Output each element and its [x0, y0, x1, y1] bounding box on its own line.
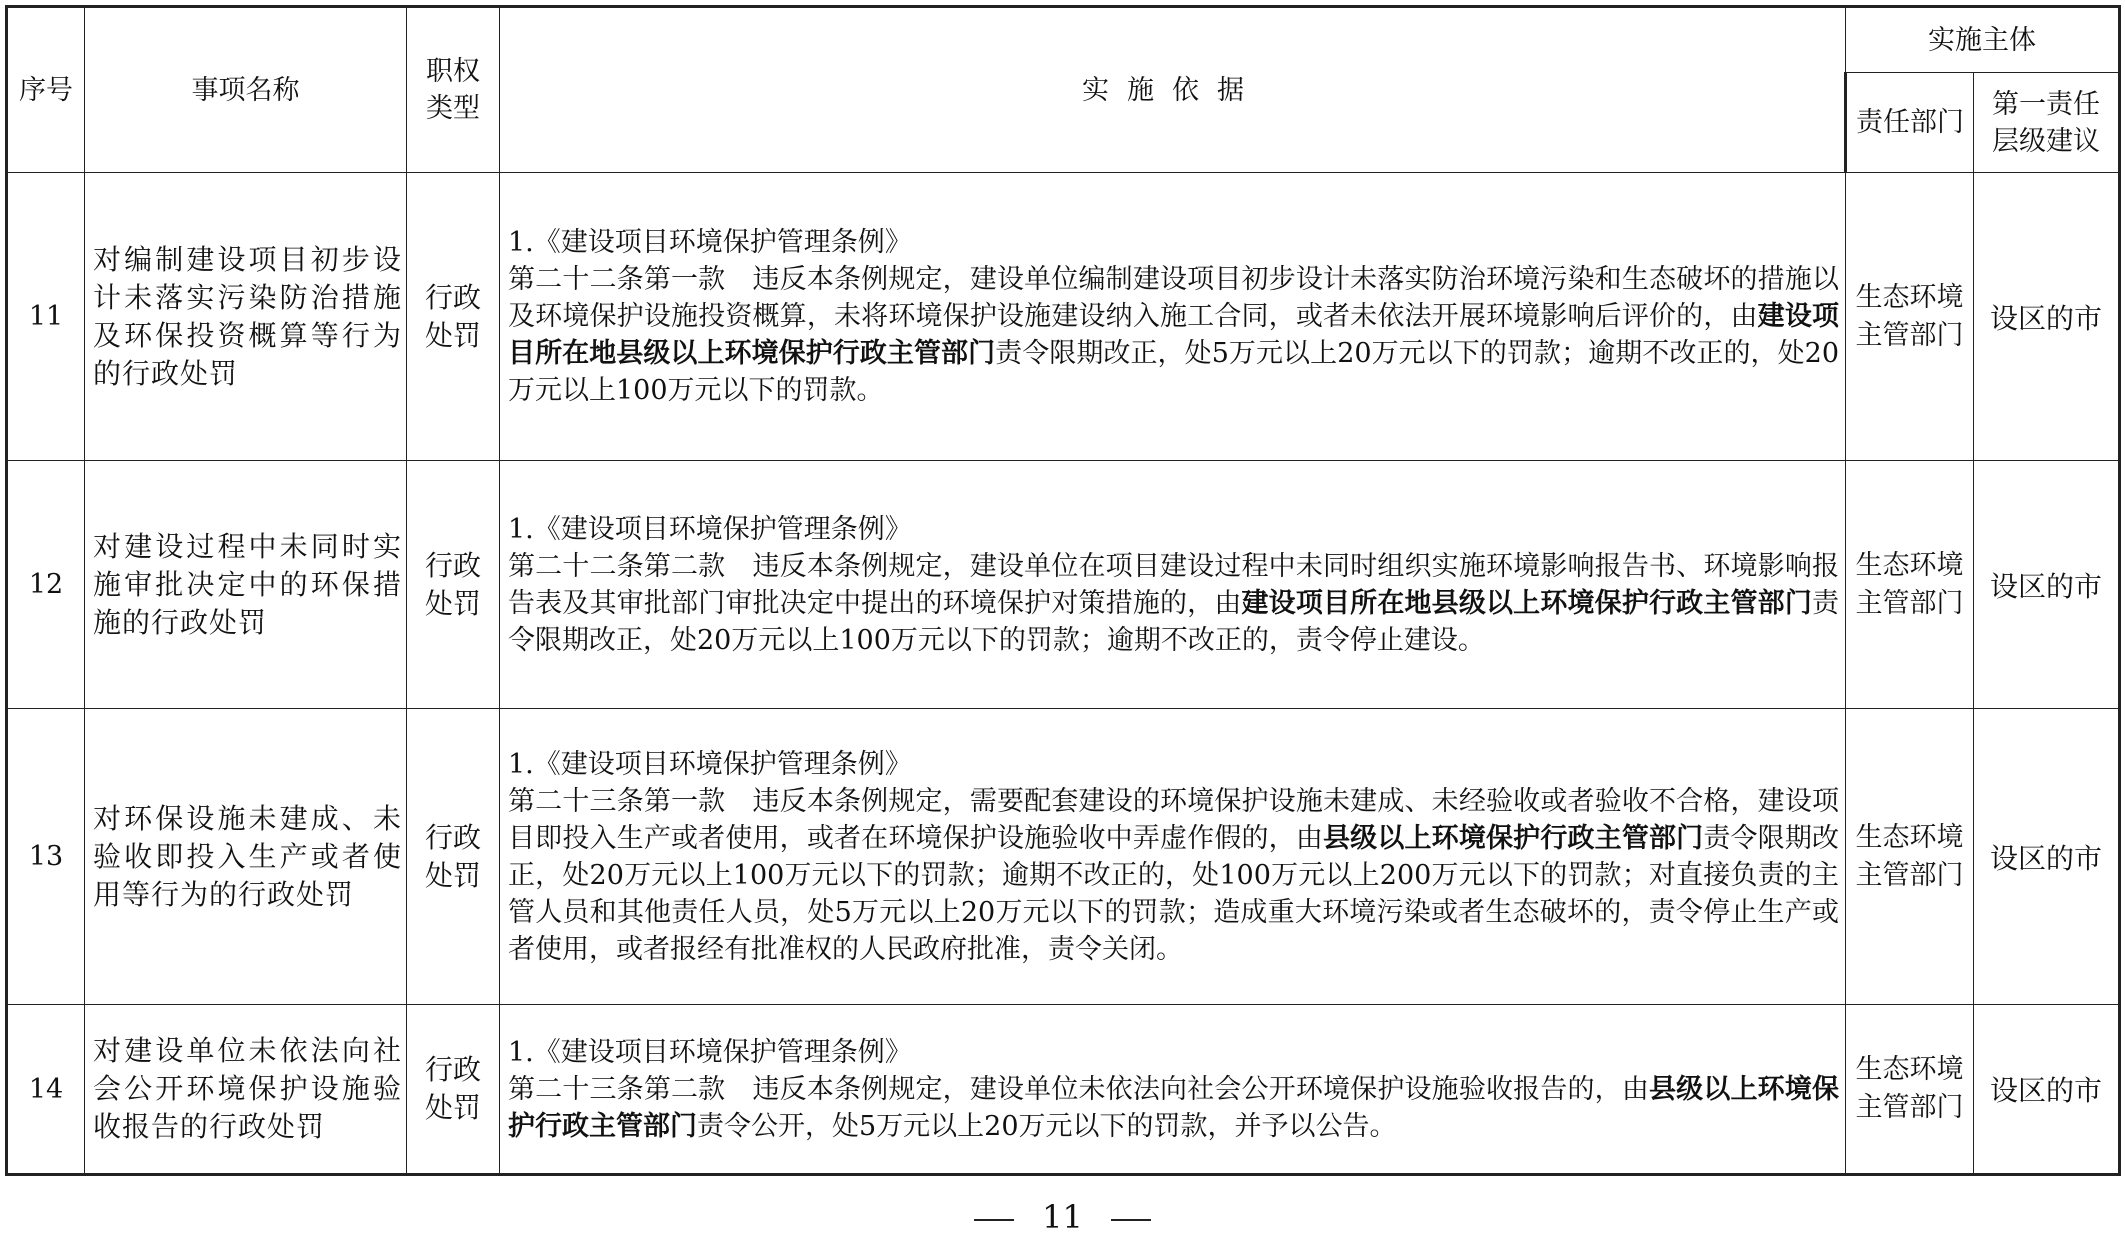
row-index: 14	[7, 1005, 85, 1175]
row-type: 行政 处罚	[407, 709, 500, 1005]
page-number	[0, 1198, 2125, 1236]
table-row	[7, 173, 2120, 461]
row-dept: 生态环境 主管部门	[1846, 173, 1974, 461]
header-level: 第一责任 层级建议	[1974, 73, 2120, 173]
basis-text: 第二十二条第一款 违反本条例规定，建设单位编制建设项目初步设计未落实防治环境污染和生态破坏的措施以及环境保护设施投资概算，未将环境保护设施建设纳入施工合同，或者未依法开展环境影响后评价的，由	[508, 264, 1839, 332]
basis-title: 1.《建设项目环境保护管理条例》	[508, 227, 912, 258]
basis-title: 1.《建设项目环境保护管理条例》	[508, 513, 912, 545]
row-level: 设区的市	[1974, 1005, 2120, 1175]
row-basis	[500, 709, 1846, 1005]
row-dept: 生态环境 主管部门	[1846, 1005, 1974, 1175]
table-row	[7, 1005, 2120, 1175]
row-name: 对建设过程中未同时实施审批决定中的环保措施的行政处罚	[85, 461, 407, 709]
basis-authority: 县级以上环境保护行政主管部门	[1323, 822, 1704, 854]
header-index: 序号	[7, 7, 85, 173]
row-type: 行政 处罚	[407, 461, 500, 709]
row-type: 行政 处罚	[407, 1005, 500, 1175]
basis-penalty: 责令公开，处5万元以上20万元以下的罚款，并予以公告。	[697, 1110, 1397, 1142]
header-name: 事项名称	[85, 7, 407, 173]
header-basis: 实施依据	[500, 7, 1846, 173]
dash-right	[1111, 1219, 1151, 1221]
row-level: 设区的市	[1974, 173, 2120, 461]
matters-table	[5, 5, 2121, 1176]
basis-penalty: 责令限期改正，处5万元以上20万元以下的罚款；逾期不改正的，处20万元以上100万元以下的罚款。	[508, 338, 1840, 406]
row-index: 12	[7, 461, 85, 709]
row-name: 对建设单位未依法向社会公开环境保护设施验收报告的行政处罚	[85, 1005, 407, 1175]
row-dept: 生态环境 主管部门	[1846, 709, 1974, 1005]
basis-authority: 县级以上环境保护行政主管部门	[508, 1073, 1840, 1142]
row-type: 行政 处罚	[407, 173, 500, 461]
row-name: 对编制建设项目初步设计未落实污染防治措施及环保投资概算等行为的行政处罚	[85, 173, 407, 461]
row-level: 设区的市	[1974, 461, 2120, 709]
row-index: 11	[7, 173, 85, 461]
basis-authority: 建设项目所在地县级以上环境保护行政主管部门	[508, 301, 1840, 369]
row-basis	[500, 1005, 1846, 1175]
row-index: 13	[7, 709, 85, 1005]
basis-authority: 建设项目所在地县级以上环境保护行政主管部门	[1241, 587, 1812, 619]
basis-text: 第二十二条第二款 违反本条例规定，建设单位在项目建设过程中未同时组织实施环境影响报告书、环境影响报告表及其审批部门审批决定中提出的环境保护对策措施的，由	[508, 550, 1839, 619]
row-name: 对环保设施未建成、未验收即投入生产或者使用等行为的行政处罚	[85, 709, 407, 1005]
basis-text: 第二十三条第二款 违反本条例规定，建设单位未依法向社会公开环境保护设施验收报告的，由	[508, 1073, 1649, 1105]
basis-title: 1.《建设项目环境保护管理条例》	[508, 1036, 912, 1068]
row-dept: 生态环境 主管部门	[1846, 461, 1974, 709]
dash-left	[974, 1219, 1014, 1221]
row-basis	[500, 461, 1846, 709]
table-row	[7, 461, 2120, 709]
page-number-value: 11	[1042, 1198, 1083, 1236]
basis-penalty: 责令限期改正，处20万元以上100万元以下的罚款；逾期不改正的，责令停止建设。	[508, 587, 1839, 656]
basis-penalty: 责令限期改正，处20万元以上100万元以下的罚款；逾期不改正的，处100万元以上200万元以下的罚款；对直接负责的主管人员和其他责任人员，处5万元以上20万元以下的罚款；造成重大环境污染或者生态破坏的，责令停止生产或者使用，或者报经有批准权的人民政府批准，责令关闭。	[508, 822, 1840, 965]
row-level: 设区的市	[1974, 709, 2120, 1005]
basis-text: 第二十三条第一款 违反本条例规定，需要配套建设的环境保护设施未建成、未经验收或者验收不合格，建设项目即投入生产或者使用，或者在环境保护设施验收中弄虚作假的，由	[508, 785, 1839, 854]
header-type: 职权 类型	[407, 7, 500, 173]
row-basis	[500, 173, 1846, 461]
table-row	[7, 709, 2120, 1005]
header-dept: 责任部门	[1846, 73, 1974, 173]
header-entity: 实施主体	[1846, 7, 2120, 73]
basis-title: 1.《建设项目环境保护管理条例》	[508, 748, 912, 780]
